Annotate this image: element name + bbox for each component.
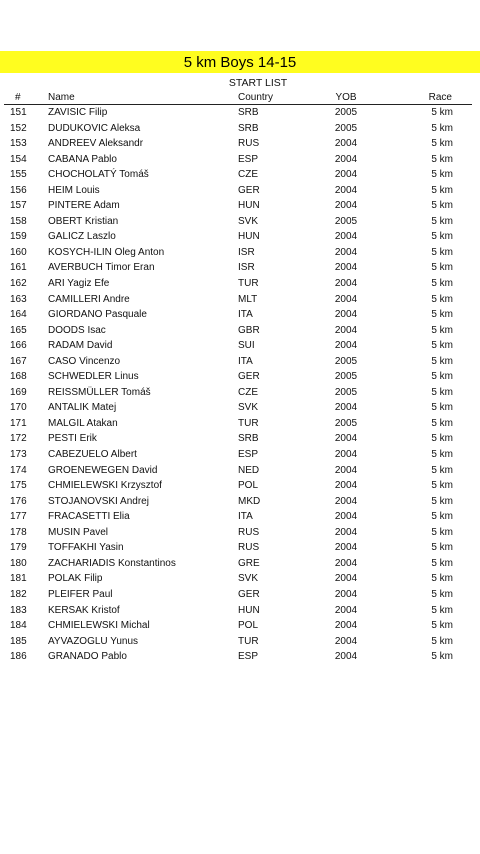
row-number: 176 <box>10 495 27 507</box>
table-row <box>0 121 480 137</box>
row-number: 186 <box>10 651 27 663</box>
row-name: DOODS Isac <box>48 324 106 336</box>
row-number: 163 <box>10 293 27 305</box>
table-row <box>0 385 480 401</box>
row-race: 5 km <box>431 449 453 461</box>
row-number: 158 <box>10 215 27 227</box>
row-country: GRE <box>238 557 260 569</box>
row-name: CASO Vincenzo <box>48 355 121 367</box>
row-yob: 2004 <box>334 511 358 523</box>
row-race: 5 km <box>431 620 453 632</box>
row-yob: 2004 <box>334 557 358 569</box>
row-yob: 2004 <box>334 309 358 321</box>
row-number: 165 <box>10 324 27 336</box>
row-number: 166 <box>10 340 27 352</box>
row-country: MKD <box>238 495 261 507</box>
row-country: RUS <box>238 138 260 150</box>
row-number: 173 <box>10 449 27 461</box>
row-country: SUI <box>238 340 255 352</box>
row-country: ITA <box>238 309 253 321</box>
table-row <box>0 292 480 308</box>
row-country: GER <box>238 184 260 196</box>
row-number: 184 <box>10 620 27 632</box>
row-race: 5 km <box>431 417 453 429</box>
row-yob: 2004 <box>334 464 358 476</box>
row-race: 5 km <box>431 371 453 383</box>
table-row <box>0 369 480 385</box>
row-country: SVK <box>238 573 259 585</box>
row-race: 5 km <box>431 324 453 336</box>
row-name: CHMIELEWSKI Krzysztof <box>48 480 162 492</box>
row-yob: 2004 <box>334 293 358 305</box>
row-yob: 2004 <box>334 262 358 274</box>
row-name: DUDUKOVIC Aleksa <box>48 122 141 134</box>
row-race: 5 km <box>431 355 453 367</box>
row-number: 154 <box>10 153 27 165</box>
row-yob: 2004 <box>334 542 358 554</box>
start-list-table <box>0 91 480 665</box>
table-row <box>0 136 480 152</box>
row-race: 5 km <box>431 511 453 523</box>
row-number: 159 <box>10 231 27 243</box>
row-country: TUR <box>238 635 259 647</box>
row-country: RUS <box>238 526 260 538</box>
row-race: 5 km <box>431 293 453 305</box>
table-row <box>0 540 480 556</box>
table-row <box>0 323 480 339</box>
row-name: GRANADO Pablo <box>48 651 127 663</box>
header-name: Name <box>48 92 75 103</box>
row-country: HUN <box>238 604 260 616</box>
table-row <box>0 587 480 603</box>
row-number: 181 <box>10 573 27 585</box>
row-race: 5 km <box>431 215 453 227</box>
row-race: 5 km <box>431 495 453 507</box>
row-country: ISR <box>238 246 255 258</box>
event-title: 5 km Boys 14-15 <box>183 53 297 71</box>
row-number: 167 <box>10 355 27 367</box>
row-race: 5 km <box>431 262 453 274</box>
row-race: 5 km <box>431 433 453 445</box>
table-row <box>0 198 480 214</box>
start-list-subtitle: START LIST <box>228 77 288 89</box>
table-row <box>0 509 480 525</box>
row-country: POL <box>238 480 259 492</box>
row-yob: 2005 <box>334 122 358 134</box>
row-number: 164 <box>10 309 27 321</box>
row-name: ARI Yagiz Efe <box>48 278 110 290</box>
row-number: 185 <box>10 635 27 647</box>
row-yob: 2005 <box>334 371 358 383</box>
row-race: 5 km <box>431 480 453 492</box>
row-yob: 2004 <box>334 635 358 647</box>
row-name: AVERBUCH Timor Eran <box>48 262 155 274</box>
event-title-bar <box>0 51 480 73</box>
table-row <box>0 447 480 463</box>
row-race: 5 km <box>431 169 453 181</box>
table-row <box>0 307 480 323</box>
row-name: PLEIFER Paul <box>48 588 113 600</box>
row-number: 168 <box>10 371 27 383</box>
row-race: 5 km <box>431 464 453 476</box>
row-race: 5 km <box>431 526 453 538</box>
row-race: 5 km <box>431 635 453 647</box>
row-number: 152 <box>10 122 27 134</box>
table-row <box>0 167 480 183</box>
row-name: OBERT Kristian <box>48 215 119 227</box>
row-number: 162 <box>10 278 27 290</box>
row-yob: 2005 <box>334 417 358 429</box>
table-row <box>0 260 480 276</box>
row-race: 5 km <box>431 184 453 196</box>
row-name: GIORDANO Pasquale <box>48 309 147 321</box>
row-country: HUN <box>238 231 260 243</box>
row-name: STOJANOVSKI Andrej <box>48 495 149 507</box>
row-name: KERSAK Kristof <box>48 604 120 616</box>
header-number: # <box>15 92 21 103</box>
table-row <box>0 463 480 479</box>
row-race: 5 km <box>431 200 453 212</box>
row-yob: 2004 <box>334 246 358 258</box>
row-country: SRB <box>238 433 259 445</box>
row-yob: 2004 <box>334 449 358 461</box>
table-row <box>0 276 480 292</box>
row-number: 178 <box>10 526 27 538</box>
table-row <box>0 634 480 650</box>
row-country: GER <box>238 371 260 383</box>
table-row <box>0 603 480 619</box>
row-number: 177 <box>10 511 27 523</box>
table-row <box>0 229 480 245</box>
row-name: KOSYCH-ILIN Oleg Anton <box>48 246 165 258</box>
row-number: 172 <box>10 433 27 445</box>
table-body <box>0 105 480 665</box>
row-yob: 2004 <box>334 324 358 336</box>
row-country: CZE <box>238 169 258 181</box>
row-name: REISSMÜLLER Tomáš <box>48 386 151 398</box>
row-number: 180 <box>10 557 27 569</box>
header-yob: YOB <box>335 92 357 103</box>
row-country: ESP <box>238 153 259 165</box>
row-country: MLT <box>238 293 258 305</box>
row-yob: 2004 <box>334 433 358 445</box>
row-country: POL <box>238 620 259 632</box>
row-name: ANTALIK Matej <box>48 402 117 414</box>
table-row <box>0 214 480 230</box>
row-race: 5 km <box>431 557 453 569</box>
row-yob: 2004 <box>334 588 358 600</box>
row-number: 157 <box>10 200 27 212</box>
row-yob: 2004 <box>334 153 358 165</box>
row-name: ZAVISIC Filip <box>48 107 108 118</box>
table-row <box>0 525 480 541</box>
row-yob: 2004 <box>334 340 358 352</box>
row-yob: 2005 <box>334 215 358 227</box>
table-row <box>0 431 480 447</box>
row-name: AYVAZOGLU Yunus <box>48 635 139 647</box>
row-race: 5 km <box>431 340 453 352</box>
row-country: TUR <box>238 278 259 290</box>
row-number: 156 <box>10 184 27 196</box>
row-name: CHOCHOLATÝ Tomáš <box>48 169 149 181</box>
row-number: 179 <box>10 542 27 554</box>
row-country: RUS <box>238 542 260 554</box>
row-race: 5 km <box>431 651 453 663</box>
row-race: 5 km <box>431 246 453 258</box>
table-row <box>0 354 480 370</box>
table-row <box>0 152 480 168</box>
table-row <box>0 416 480 432</box>
row-country: ITA <box>238 511 253 523</box>
row-country: TUR <box>238 417 259 429</box>
row-country: ISR <box>238 262 255 274</box>
table-row <box>0 494 480 510</box>
row-country: HUN <box>238 200 260 212</box>
row-yob: 2004 <box>334 573 358 585</box>
row-country: SVK <box>238 215 259 227</box>
row-name: FRACASETTI Elia <box>48 511 130 523</box>
row-race: 5 km <box>431 107 453 118</box>
row-country: ESP <box>238 449 259 461</box>
table-row <box>0 649 480 665</box>
row-country: NED <box>238 464 260 476</box>
row-name: POLAK Filip <box>48 573 103 585</box>
row-race: 5 km <box>431 278 453 290</box>
row-name: TOFFAKHI Yasin <box>48 542 124 554</box>
row-country: SVK <box>238 402 259 414</box>
row-number: 169 <box>10 386 27 398</box>
row-number: 153 <box>10 138 27 150</box>
table-row <box>0 478 480 494</box>
header-country: Country <box>238 92 274 103</box>
table-header-row <box>4 91 472 105</box>
row-number: 161 <box>10 262 27 274</box>
row-name: GROENEWEGEN David <box>48 464 158 476</box>
row-name: ZACHARIADIS Konstantinos <box>48 557 176 569</box>
row-name: CAMILLERI Andre <box>48 293 130 305</box>
row-number: 174 <box>10 464 27 476</box>
row-number: 171 <box>10 417 27 429</box>
row-yob: 2004 <box>334 620 358 632</box>
table-row <box>0 245 480 261</box>
row-name: MALGIL Atakan <box>48 417 118 429</box>
row-country: ITA <box>238 355 253 367</box>
row-race: 5 km <box>431 604 453 616</box>
row-country: SRB <box>238 122 259 134</box>
row-number: 175 <box>10 480 27 492</box>
row-name: SCHWEDLER Linus <box>48 371 139 383</box>
row-race: 5 km <box>431 573 453 585</box>
row-name: PESTI Erik <box>48 433 97 445</box>
row-yob: 2004 <box>334 480 358 492</box>
row-country: GER <box>238 588 260 600</box>
table-row <box>0 338 480 354</box>
row-yob: 2004 <box>334 651 358 663</box>
row-yob: 2004 <box>334 200 358 212</box>
row-yob: 2004 <box>334 495 358 507</box>
row-number: 183 <box>10 604 27 616</box>
row-race: 5 km <box>431 542 453 554</box>
row-yob: 2004 <box>334 169 358 181</box>
header-race: Race <box>428 92 452 103</box>
row-number: 182 <box>10 588 27 600</box>
row-country: CZE <box>238 386 258 398</box>
row-race: 5 km <box>431 153 453 165</box>
row-name: GALICZ Laszlo <box>48 231 116 243</box>
row-yob: 2004 <box>334 526 358 538</box>
row-name: HEIM Louis <box>48 184 100 196</box>
row-yob: 2005 <box>334 355 358 367</box>
table-row <box>0 618 480 634</box>
row-name: CABANA Pablo <box>48 153 117 165</box>
row-name: MUSIN Pavel <box>48 526 109 538</box>
row-name: PINTERE Adam <box>48 200 120 212</box>
row-race: 5 km <box>431 122 453 134</box>
row-number: 160 <box>10 246 27 258</box>
row-yob: 2004 <box>334 231 358 243</box>
table-row <box>0 556 480 572</box>
row-yob: 2005 <box>334 386 358 398</box>
row-yob: 2005 <box>334 107 358 118</box>
row-yob: 2004 <box>334 278 358 290</box>
row-country: GBR <box>238 324 260 336</box>
table-row <box>0 105 480 121</box>
table-row <box>0 400 480 416</box>
row-race: 5 km <box>431 138 453 150</box>
row-name: ANDREEV Aleksandr <box>48 138 144 150</box>
row-name: RADAM David <box>48 340 113 352</box>
row-race: 5 km <box>431 386 453 398</box>
table-row <box>0 571 480 587</box>
row-race: 5 km <box>431 309 453 321</box>
row-race: 5 km <box>431 588 453 600</box>
row-country: ESP <box>238 651 259 663</box>
row-number: 151 <box>10 107 27 118</box>
row-yob: 2004 <box>334 184 358 196</box>
row-number: 155 <box>10 169 27 181</box>
row-yob: 2004 <box>334 604 358 616</box>
row-country: SRB <box>238 107 259 118</box>
row-race: 5 km <box>431 231 453 243</box>
row-number: 170 <box>10 402 27 414</box>
table-row <box>0 183 480 199</box>
row-name: CABEZUELO Albert <box>48 449 137 461</box>
row-race: 5 km <box>431 402 453 414</box>
row-yob: 2004 <box>334 402 358 414</box>
row-yob: 2004 <box>334 138 358 150</box>
row-name: CHMIELEWSKI Michal <box>48 620 150 632</box>
